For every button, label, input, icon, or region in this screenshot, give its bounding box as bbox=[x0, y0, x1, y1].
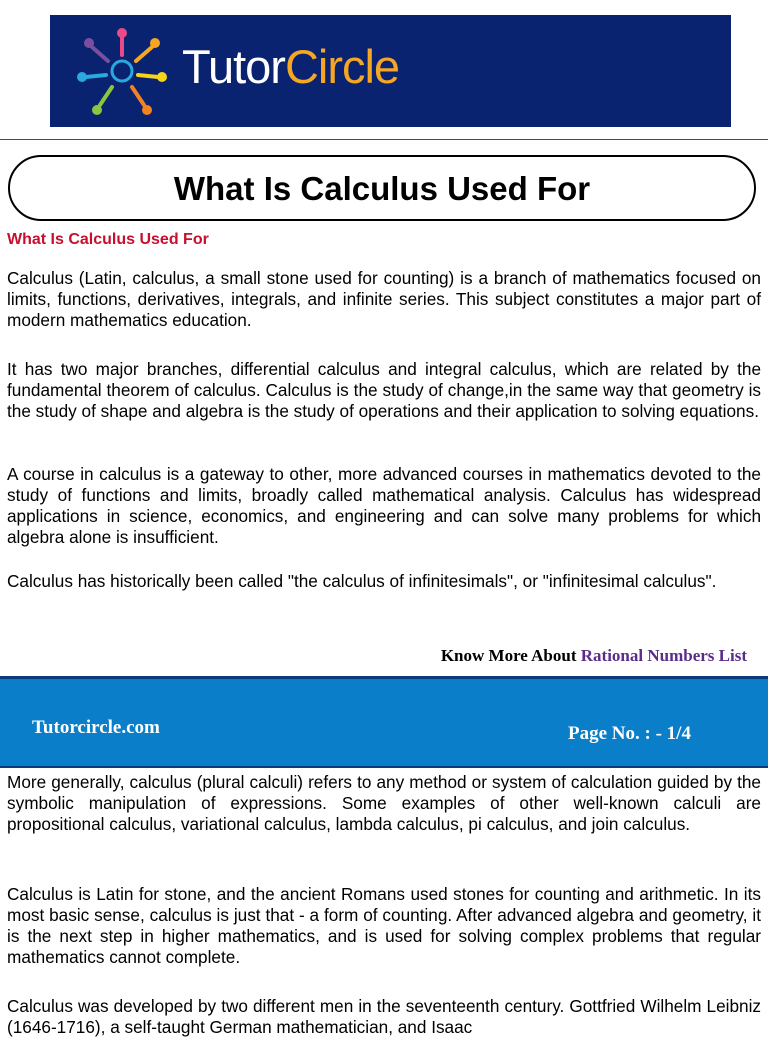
tutorcircle-logo-icon bbox=[72, 25, 172, 117]
paragraph-3: A course in calculus is a gateway to other, more advanced courses in mathematics devoted to the study of functions and limits, broadly called mathematical analysis. Calculus has widespread applications in science, economics, and engineering and can solve many problems for which algebra alone is insufficient. bbox=[7, 464, 761, 547]
logo-wordmark bbox=[182, 40, 400, 93]
page-footer-band bbox=[0, 676, 768, 768]
page-title: What Is Calculus Used For bbox=[173, 170, 591, 207]
paragraph-6: Calculus is Latin for stone, and the ancient Romans used stones for counting and arithmetic. In its most basic sense, calculus is just that - a form of counting. After advanced algebra and geometry, it is the next step in higher mathematics, and is used for solving complex problems that regular mathematics cannot complete. bbox=[7, 884, 761, 967]
logo-text-tutor: Tutor bbox=[182, 40, 285, 93]
section-title: What Is Calculus Used For bbox=[7, 231, 209, 248]
header-banner bbox=[50, 15, 731, 127]
know-more-prefix: Know More About bbox=[440, 646, 581, 665]
footer-site-link[interactable]: Tutorcircle.com bbox=[32, 717, 160, 738]
header-divider bbox=[0, 139, 768, 140]
rational-numbers-link[interactable]: Rational Numbers List bbox=[580, 646, 747, 665]
paragraph-2: It has two major branches, differential calculus and integral calculus, which are related by the fundamental theorem of calculus. Calculus is the study of change,in the same way that geometry is the study of shape and algebra is the study of operations and their application to solving equations. bbox=[7, 359, 761, 421]
paragraph-7: Calculus was developed by two different men in the seventeenth century. Gottfried Wilhelm Leibniz (1646-1716), a self-taught German mathematician, and Isaac bbox=[7, 996, 761, 1037]
know-more-line bbox=[441, 646, 747, 666]
paragraph-1: Calculus (Latin, calculus, a small stone used for counting) is a branch of mathematics focused on limits, functions, derivatives, integrals, and infinite series. This subject constitutes a major part of modern mathematics education. bbox=[7, 268, 761, 330]
paragraph-5: More generally, calculus (plural calculi) refers to any method or system of calculation guided by the symbolic manipulation of expressions. Some examples of other well-known calculi are propositional calculus, variational calculus, lambda calculus, pi calculus, and join calculus. bbox=[7, 772, 761, 834]
footer-page-number: Page No. : - 1/4 bbox=[568, 723, 691, 744]
paragraph-4: Calculus has historically been called "the calculus of infinitesimals", or "infinitesimal calculus". bbox=[7, 571, 717, 591]
logo-text-circle: Circle bbox=[284, 40, 400, 93]
title-box bbox=[8, 155, 756, 221]
